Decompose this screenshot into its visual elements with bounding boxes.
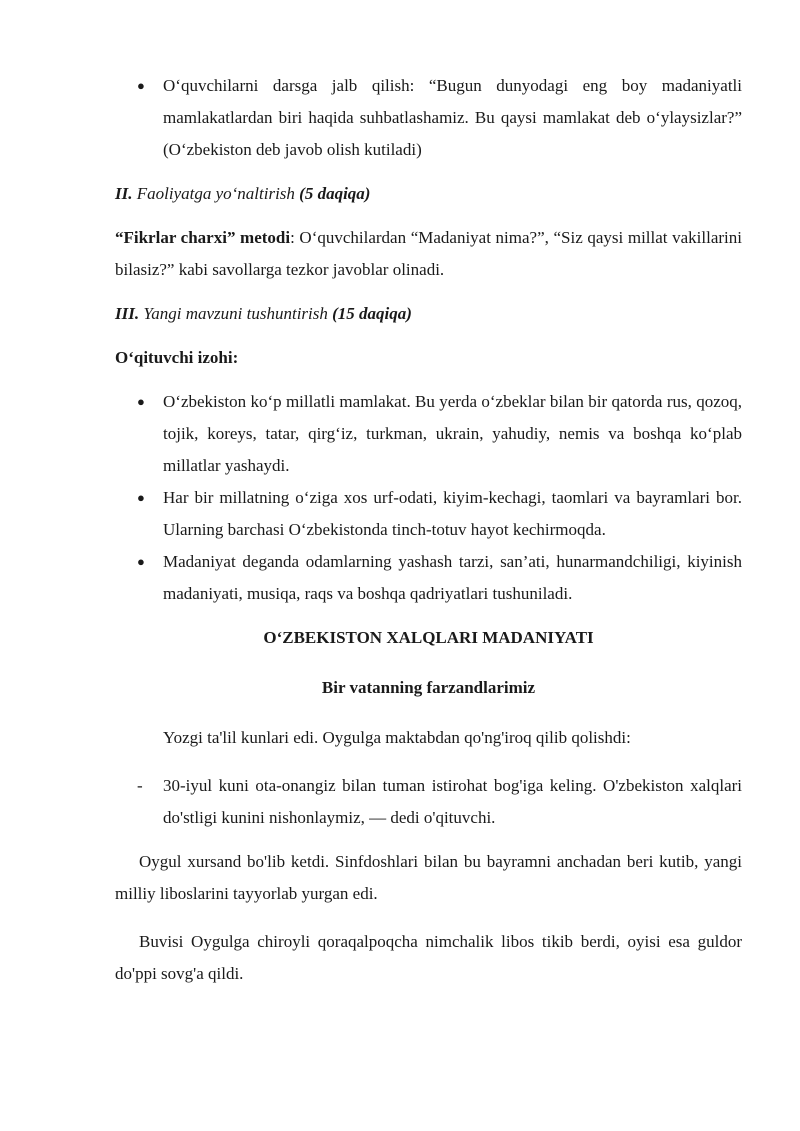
section-duration: (15 daqiqa) bbox=[332, 304, 412, 323]
section-number: II. bbox=[115, 184, 133, 203]
method-name: “Fikrlar charxi” metodi bbox=[115, 228, 291, 247]
section-title: Faoliyatga yo‘naltirish bbox=[132, 184, 300, 203]
teacher-bullet bbox=[115, 386, 742, 482]
teacher-bullet-text: Har bir millatning o‘ziga xos urf-odati, kiyim-kechagi, taomlari va bayramlari bor. Ularning barchasi O‘zbekistonda tinch-totuv hayot kechirmoqda. bbox=[163, 488, 742, 539]
intro-bullet-text: O‘quvchilarni darsga jalb qilish: “Bugun dunyodagi eng boy madaniyatli mamlakatlardan biri haqida suhbatlashamiz. Bu qaysi mamlakat deb o‘ylaysizlar?” (O‘zbekiston deb javob olish kutiladi) bbox=[163, 76, 742, 159]
section-duration: (5 daqiqa) bbox=[299, 184, 371, 203]
teacher-note-label: O‘qituvchi izohi: bbox=[115, 348, 239, 367]
section-number: III. bbox=[115, 304, 140, 323]
bullet-marker: ● bbox=[137, 78, 145, 93]
bullet-marker: ● bbox=[137, 394, 145, 409]
intro-bullet bbox=[115, 70, 742, 166]
dash-marker: - bbox=[137, 776, 143, 795]
dialogue-item bbox=[115, 770, 742, 834]
teacher-bullet-text: O‘zbekiston ko‘p millatli mamlakat. Bu yerda o‘zbeklar bilan bir qatorda rus, qozoq, tojik, koreys, tatar, qirg‘iz, turkman, ukrain, yahudiy, nemis va boshqa ko‘plab millatlar yashaydi. bbox=[163, 392, 742, 475]
story-paragraph-2: Oygul xursand bo'lib ketdi. Sinfdoshlari bilan bu bayramni anchadan beri kutib, yangi milliy liboslarini tayyorlab yurgan edi. bbox=[115, 852, 742, 903]
method-paragraph bbox=[115, 222, 742, 286]
bullet-marker: ● bbox=[137, 554, 145, 569]
story-paragraph-1: Yozgi ta'lil kunlari edi. Oygulga maktabdan qo'ng'iroq qilib qolishdi: bbox=[163, 728, 631, 747]
teacher-bullet bbox=[115, 482, 742, 546]
teacher-bullet bbox=[115, 546, 742, 610]
section-heading-3 bbox=[115, 298, 742, 330]
teacher-bullet-text: Madaniyat deganda odamlarning yashash tarzi, san’ati, hunarmandchiligi, kiyinish madaniyati, musiqa, raqs va boshqa qadriyatlari tushuniladi. bbox=[163, 552, 742, 603]
section-title: Yangi mavzuni tushuntirish bbox=[139, 304, 333, 323]
section-heading-2 bbox=[115, 178, 742, 210]
method-text: : O‘quvchilardan “Madaniyat nima?”, “Siz qaysi millat vakillarini bilasiz?” kabi savollarga tezkor javoblar olinadi. bbox=[115, 228, 742, 279]
bullet-marker: ● bbox=[137, 490, 145, 505]
main-heading: O‘ZBEKISTON XALQLARI MADANIYATI bbox=[263, 628, 594, 647]
dialogue-text: 30-iyul kuni ota-onangiz bilan tuman istirohat bog'iga keling. O'zbekiston xalqlari do'stligi kunini nishonlaymiz, — dedi o'qituvchi. bbox=[163, 776, 742, 827]
teacher-bullet-list bbox=[115, 386, 742, 610]
intro-bullet-list bbox=[115, 70, 742, 166]
story-paragraph-3: Buvisi Oygulga chiroyli qoraqalpoqcha nimchalik libos tikib berdi, oyisi esa guldor do'ppi sovg'a qildi. bbox=[115, 932, 742, 983]
sub-heading: Bir vatanning farzandlarimiz bbox=[321, 678, 536, 697]
document-page bbox=[115, 70, 742, 990]
